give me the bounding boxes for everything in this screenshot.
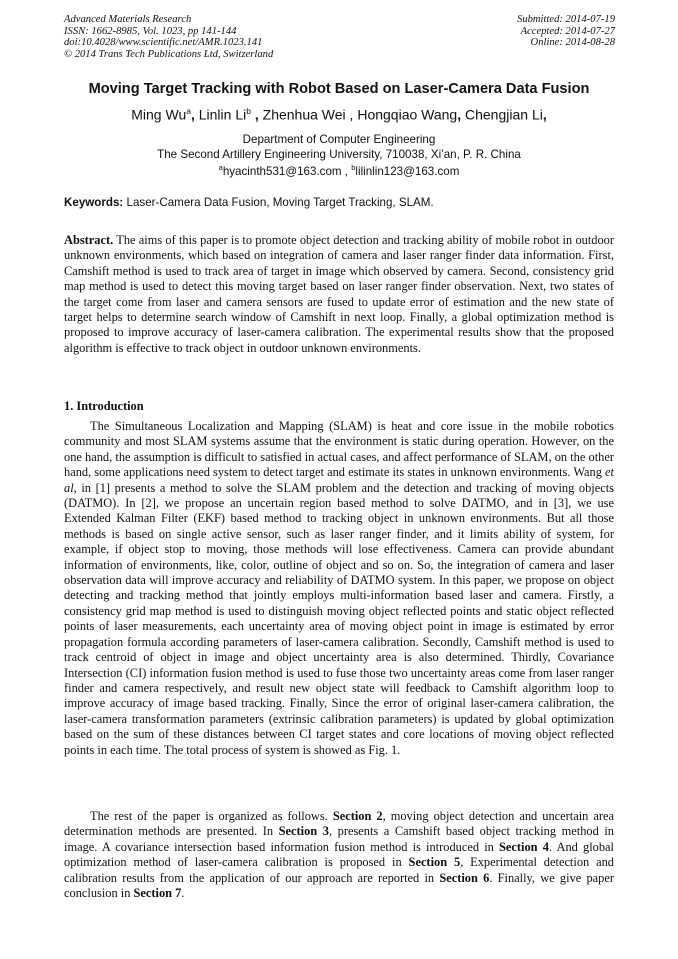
author-name: Hongqiao Wang — [357, 106, 458, 123]
email-address: lilinlin123@163.com — [355, 164, 460, 178]
author-superscript: b — [246, 106, 251, 116]
paper-title: Moving Target Tracking with Robot Based on Laser-Camera Data Fusion — [88, 81, 590, 97]
section-ref: Section 2 — [332, 809, 383, 823]
author-name: Zhenhua Wei — [262, 106, 346, 123]
journal-name: Advanced Materials Research — [64, 14, 192, 25]
section-ref: Section 7 — [133, 886, 182, 901]
email-superscript: a — [218, 163, 223, 172]
email-address: hyacinth531@163.com — [222, 164, 342, 178]
department: Department of Computer Engineering — [242, 133, 436, 146]
journal-copyright: © 2014 Trans Tech Publications Ltd, Switzerland — [64, 48, 274, 60]
keywords — [64, 196, 614, 209]
journal-info — [64, 14, 273, 60]
submission-dates — [517, 14, 615, 49]
online-date: Online: 2014-08-28 — [530, 37, 615, 49]
accepted-date: Accepted: 2014-07-27 — [520, 25, 615, 37]
section-ref: Section 3 — [278, 824, 329, 839]
abstract-label: Abstract. — [64, 233, 114, 247]
keywords-text: Laser-Camera Data Fusion, Moving Target Tracking, SLAM. — [123, 196, 434, 209]
intro-paragraph: The Simultaneous Localization and Mapping (SLAM) is heat and core issue in the mobile robotics community and most SLAM systems assume that the environment is static during operation. However, on the one hand, the assumption is difficult to satisfied in actual cases, and affect performance of SLAM, on the other hand, some applications need system to detect target and estimate its states in unknown environments. Wang et al, in [1] presents a method to solve the SLAM problem and the detection and tracking of moving objects (DATMO). In [2], we propose an uncertain region based method to solve DATMO, and in [3], we use Extended Kalman Filter (EKF) based method to tracking object in unknown environments. But all those methods is based on single active sensor, such as laser ranger finder, and it limits ability of system, for example, if object stop to moving, those methods will lose effectiveness. Camera can provide abundant information of environments, like, color, outline of object and so on. So, the integration of camera and laser observation data will improve accuracy and reliability of DATMO system. In this paper, we propose on object detecting and tracking method that jointly employs multi-information based laser and camera. Firstly, a consistency grid map method is used to distinguish moving object reflected points and static object reflected points of laser measurements, each uncertainty area of moving object point in image is estimated by error propagation formula according parameters of laser-camera calibration. Secondly, Camshift method is used to track centroid of object in image and object uncertainty area is also determined. Thirdly, Covariance Intersection (CI) information fusion method is used to fuse those two uncertainty areas come from laser ranger finder and camera respectively, and result new object state will feedback to Camshift algorithm loop to improve accuracy of image based tracking. Finally, Since the error of original laser-camera calibration, the laser-camera transformation parameters (extrinsic calibration parameters) is updated by global optimization based on the sum of these distances between CI target states and core locations of moving object reflected points in each time. The total process of system is showed as Fig. 1. — [64, 419, 614, 757]
keywords-label: Keywords: — [64, 196, 124, 209]
author-list: Ming Wu$^a$, Linlin Li$^b$ , Zhenhua Wei , Hongqiao Wang, Chengjian Li, — [131, 106, 547, 123]
abstract — [64, 233, 614, 356]
section-ref: Section 4 — [499, 839, 549, 854]
author-superscript: a — [186, 106, 191, 116]
abstract-text: The aims of this paper is to promote object detection and tracking ability of mobile robot in outdoor unknown environments, which based on integration of camera and laser ranger finder data information. First, Camshift method is used to track area of target in image which observed by camera. Second, consistency grid map method is used to detect this moving target based on laser ranger finder observation. Next, two states of the target come from laser and camera sensors are fused to update error of estimation and the new state of target helps to determine search window of Camshift in next loop. Finally, a global optimization method is proposed to improve accuracy of laser-camera calibration. The experimental results show that the proposed algorithm is effective to track object in outdoor unknown environments. — [64, 233, 614, 355]
section-ref: Section 6 — [439, 870, 490, 885]
author-emails: $^a$hyacinth531@163.com , $^b$lilinlin123@163.com — [218, 163, 460, 178]
submitted-date: Submitted: 2014-07-19 — [517, 14, 615, 25]
section-heading: 1. Introduction — [64, 399, 144, 413]
author-name: Ming Wu — [131, 106, 187, 123]
section-ref: Section 5 — [408, 855, 461, 870]
journal-issn: ISSN: 1662-8985, Vol. 1023, pp 141-144 — [64, 25, 237, 37]
author-name: Chengjian Li — [465, 106, 543, 123]
university: The Second Artillery Engineering University, 710038, Xi’an, P. R. China — [157, 148, 521, 161]
email-superscript: b — [351, 163, 356, 172]
outline-paragraph: The rest of the paper is organized as follows. Section 2, moving object detection and uncertain area determination methods are presented. In Section 3, presents a Camshift based object tracking method in image. A covariance intersection based information fusion method is introduced in Section 4. And global optimization method of laser-camera calibration is proposed in Section 5, Experimental detection and calibration results from the application of our approach are reported in Section 6. Finally, we give paper conclusion in Section 7. — [64, 809, 614, 901]
author-name: Linlin Li — [198, 106, 247, 123]
journal-doi: doi:10.4028/www.scientific.net/AMR.1023.141 — [64, 37, 263, 49]
